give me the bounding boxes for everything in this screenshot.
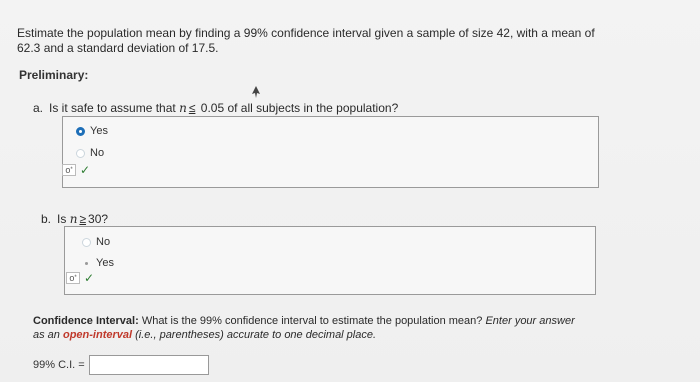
radio-selected-icon[interactable] (76, 127, 85, 136)
part-b-prefix: Is (57, 212, 67, 226)
ci-answer-row (33, 355, 209, 375)
option-label: Yes (90, 125, 108, 137)
ci-answer-input[interactable] (89, 355, 209, 375)
question-prompt (17, 26, 607, 56)
ci-lead: Confidence Interval: (33, 315, 139, 327)
ci-ask-line2-prefix: as an (33, 329, 60, 341)
key-icon[interactable]: o * (62, 164, 76, 176)
part-a-answer-box (62, 116, 599, 188)
ci-ask-line2-suffix: (i.e., parentheses) accurate to one decimal place. (135, 329, 377, 341)
part-b-operator: ≥ (79, 212, 87, 226)
open-interval-link[interactable]: open-interval (62, 329, 133, 341)
ci-ask-prefix: Enter your answer (485, 315, 575, 327)
part-a-operator: ≤ (188, 101, 196, 115)
part-a-prefix: Is it safe to assume that (49, 101, 176, 115)
part-b-question (41, 212, 108, 226)
option-label: Yes (96, 257, 114, 269)
part-a-option-no[interactable] (76, 147, 104, 159)
part-b-var: n (69, 212, 78, 226)
ci-input-label: 99% C.I. = (33, 359, 85, 371)
part-b-suffix: 30? (88, 212, 109, 226)
radio-unselected-icon[interactable] (76, 149, 85, 158)
part-b-answer-box (64, 226, 596, 295)
part-a-question (33, 101, 398, 115)
mouse-cursor-icon (251, 86, 261, 98)
check-icon: ✓ (80, 163, 91, 177)
question-line-1: Estimate the population mean by finding a 99% confidence interval given a sample of size 42, with a mean of (17, 26, 595, 40)
part-a-feedback (62, 163, 90, 177)
question-line-2: 62.3 and a standard deviation of 17.5. (17, 41, 219, 55)
preliminary-heading: Preliminary: (19, 68, 89, 82)
option-label: No (96, 236, 111, 248)
part-b-feedback (66, 271, 94, 285)
part-a-option-yes[interactable] (76, 125, 108, 137)
check-icon: ✓ (84, 271, 95, 285)
part-b-option-no[interactable] (82, 236, 110, 248)
part-a-suffix: 0.05 of all subjects in the population? (200, 101, 399, 115)
part-b-option-yes[interactable] (82, 257, 114, 269)
key-icon[interactable]: o * (66, 272, 80, 284)
radio-selected-icon[interactable] (82, 259, 91, 268)
part-a-letter: a. (33, 101, 44, 115)
part-b-letter: b. (41, 212, 52, 226)
radio-unselected-icon[interactable] (82, 238, 91, 247)
ci-question: What is the 99% confidence interval to estimate the population mean? (141, 315, 483, 327)
confidence-interval-prompt (33, 314, 633, 342)
option-label: No (90, 147, 105, 159)
part-a-var: n (179, 101, 187, 115)
